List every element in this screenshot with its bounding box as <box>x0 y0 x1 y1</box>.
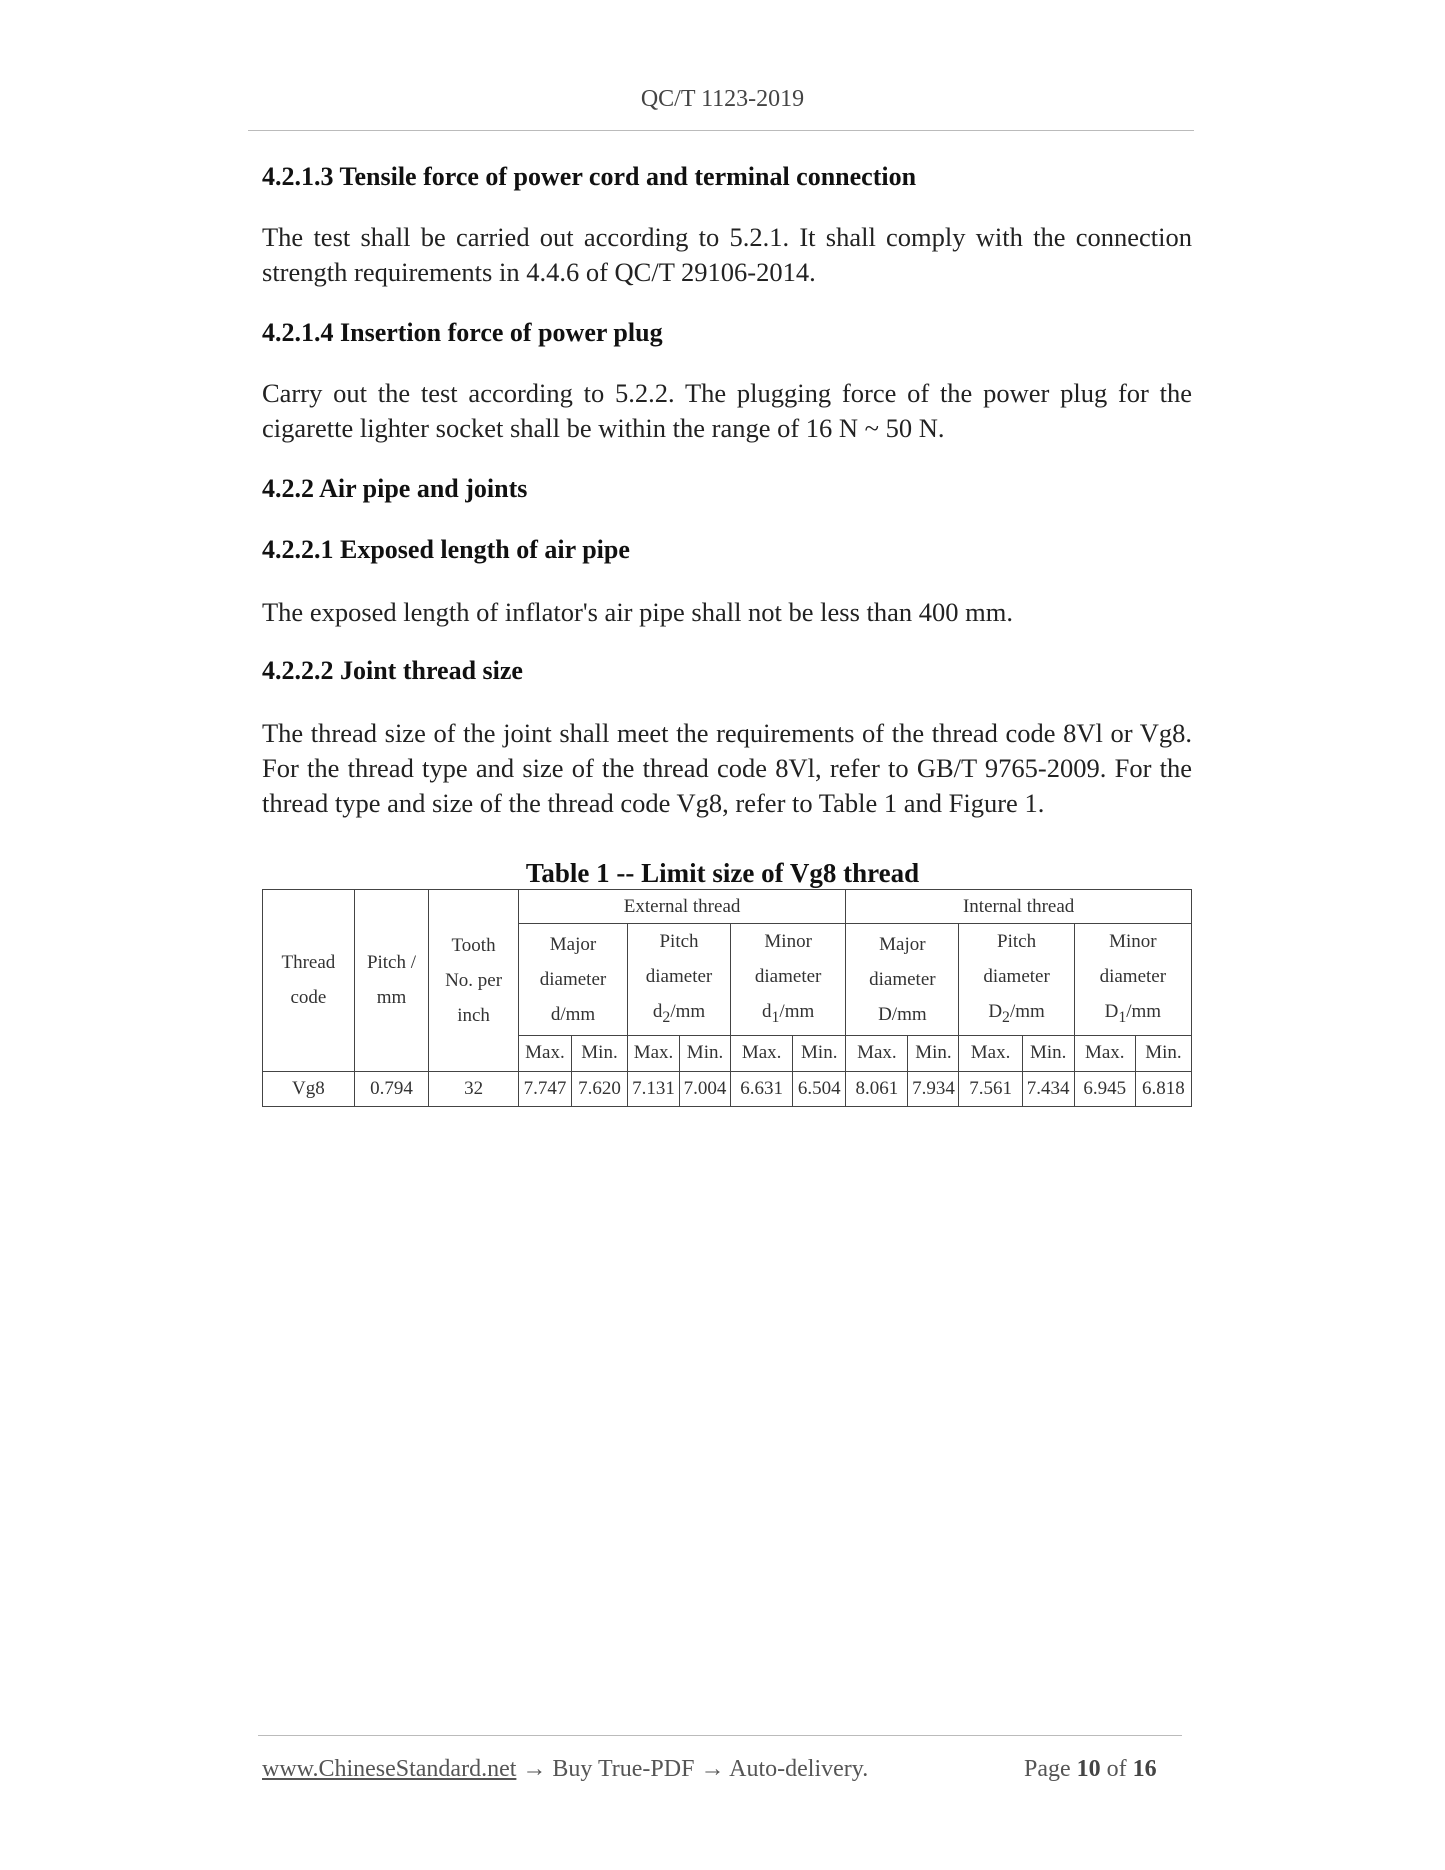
header-tooth-line1: Tooth <box>451 934 496 956</box>
header-thread-code-line2: code <box>290 987 327 1009</box>
cell-int-major-min: 7.934 <box>908 1071 959 1106</box>
cell-tooth: 32 <box>429 1071 519 1106</box>
header-tooth-count <box>429 890 519 1072</box>
header-int-pitch-diameter <box>959 924 1074 1036</box>
ext-pitch-line2: diameter <box>645 966 713 987</box>
section-heading-4-2-2-1: 4.2.2.1 Exposed length of air pipe <box>262 535 630 564</box>
table-row <box>263 1071 1192 1106</box>
cell-int-pitch-max: 7.561 <box>959 1071 1022 1106</box>
buy-pdf-text: Buy True-PDF <box>552 1756 695 1782</box>
int-major-line3: D/mm <box>878 1003 927 1025</box>
int-major-line2: diameter <box>869 968 936 990</box>
limit-max-label: Max. <box>518 1035 571 1071</box>
cell-pitch: 0.794 <box>354 1071 428 1106</box>
limit-min-label: Min. <box>680 1035 731 1071</box>
cell-ext-minor-max: 6.631 <box>731 1071 793 1106</box>
section-heading-4-2-1-3: 4.2.1.3 Tensile force of power cord and terminal connection <box>262 162 917 191</box>
ext-pitch-line3: $d_2/mm$ <box>652 1001 706 1026</box>
group-external-thread: External thread <box>518 890 845 924</box>
limit-min-label: Min. <box>1135 1035 1191 1071</box>
limit-max-label: Max. <box>628 1035 680 1071</box>
header-pitch-line1: Pitch / <box>366 952 417 974</box>
section-heading-4-2-2-2: 4.2.2.2 Joint thread size <box>262 656 523 685</box>
header-pitch <box>354 890 428 1072</box>
page-word: Page <box>1024 1756 1071 1782</box>
limit-max-label: Max. <box>959 1035 1022 1071</box>
limit-min-label: Min. <box>908 1035 959 1071</box>
header-int-major-diameter <box>846 924 959 1036</box>
cell-ext-major-min: 7.620 <box>571 1071 627 1106</box>
cell-ext-pitch-max: 7.131 <box>628 1071 680 1106</box>
int-minor-line2: diameter <box>1099 966 1167 987</box>
ext-minor-line2: diameter <box>754 966 822 987</box>
limit-min-label: Min. <box>571 1035 627 1071</box>
header-ext-pitch-diameter <box>628 924 731 1036</box>
document-id-header: QC/T 1123-2019 <box>640 86 805 112</box>
ext-major-line3: d/mm <box>550 1003 596 1025</box>
limit-min-label: Min. <box>793 1035 846 1071</box>
section-text-4-2-1-4: Carry out the test according to 5.2.2. The plugging force of the power plug for the cigarette lighter socket shall be within the range of 16 N ~ 50 N. <box>262 378 1192 443</box>
limit-max-label: Max. <box>1074 1035 1135 1071</box>
page-number <box>1024 1756 1157 1783</box>
header-thread-code-line1: Thread <box>281 952 336 974</box>
section-text-4-2-2-1: The exposed length of inflator's air pipe shall not be less than 400 mm. <box>262 597 1014 627</box>
arrow-right-icon: → <box>700 1756 725 1782</box>
cell-int-minor-min: 6.818 <box>1135 1071 1191 1106</box>
cell-int-major-max: 8.061 <box>846 1071 908 1106</box>
ext-minor-line1: Minor <box>764 931 812 952</box>
cell-ext-minor-min: 6.504 <box>793 1071 846 1106</box>
arrow-right-icon: → <box>522 1756 547 1782</box>
total-pages: 16 <box>1132 1756 1157 1782</box>
of-word: of <box>1106 1756 1127 1782</box>
header-thread-code <box>263 890 355 1072</box>
thread-limit-table <box>262 889 1192 1107</box>
cell-int-minor-max: 6.945 <box>1074 1071 1135 1106</box>
website-link[interactable]: www.ChineseStandard.net <box>262 1756 517 1782</box>
int-major-line1: Major <box>879 933 926 955</box>
footer-promo <box>262 1756 868 1783</box>
section-heading-4-2-1-4: 4.2.1.4 Insertion force of power plug <box>262 318 663 347</box>
int-minor-line3: $D_1/mm$ <box>1104 1001 1162 1026</box>
header-ext-major-diameter <box>518 924 627 1036</box>
limit-max-label: Max. <box>846 1035 908 1071</box>
int-minor-line1: Minor <box>1109 931 1157 952</box>
ext-minor-line3: $d_1/mm$ <box>762 1001 815 1026</box>
cell-thread-code: Vg8 <box>263 1071 355 1106</box>
group-internal-thread: Internal thread <box>846 890 1192 924</box>
cell-int-pitch-min: 7.434 <box>1022 1071 1074 1106</box>
header-int-minor-diameter <box>1074 924 1191 1036</box>
ext-pitch-line1: Pitch <box>659 931 699 952</box>
limit-min-label: Min. <box>1022 1035 1074 1071</box>
int-pitch-line2: diameter <box>983 966 1050 987</box>
auto-delivery-text: Auto-delivery. <box>729 1756 869 1782</box>
ext-major-line1: Major <box>549 933 597 955</box>
section-heading-4-2-2: 4.2.2 Air pipe and joints <box>262 474 528 503</box>
section-text-4-2-1-3: The test shall be carried out according to 5.2.1. It shall comply with the connection strength requirements in 4.4.6 of QC/T 29106-2014. <box>262 222 1192 287</box>
current-page: 10 <box>1076 1756 1101 1782</box>
cell-ext-major-max: 7.747 <box>518 1071 571 1106</box>
header-ext-minor-diameter <box>731 924 846 1036</box>
footer-rule <box>258 1735 1182 1736</box>
ext-major-line2: diameter <box>539 968 607 990</box>
cell-ext-pitch-min: 7.004 <box>680 1071 731 1106</box>
header-rule <box>248 130 1194 131</box>
header-tooth-line2: No. per <box>445 969 503 991</box>
table-caption: Table 1 -- Limit size of Vg8 thread <box>525 858 920 888</box>
int-pitch-line3: $D_2/mm$ <box>988 1001 1045 1026</box>
header-tooth-line3: inch <box>457 1004 490 1026</box>
int-pitch-line1: Pitch <box>997 931 1037 952</box>
section-text-4-2-2-2: The thread size of the joint shall meet the requirements of the thread code 8Vl or Vg8. For the thread type and size of the thread code 8Vl, refer to GB/T 9765-2009. For the thread type and size of the thread code Vg8, refer to Table 1 and Figure 1. <box>262 718 1192 818</box>
header-pitch-line2: mm <box>376 987 407 1009</box>
limit-max-label: Max. <box>731 1035 793 1071</box>
